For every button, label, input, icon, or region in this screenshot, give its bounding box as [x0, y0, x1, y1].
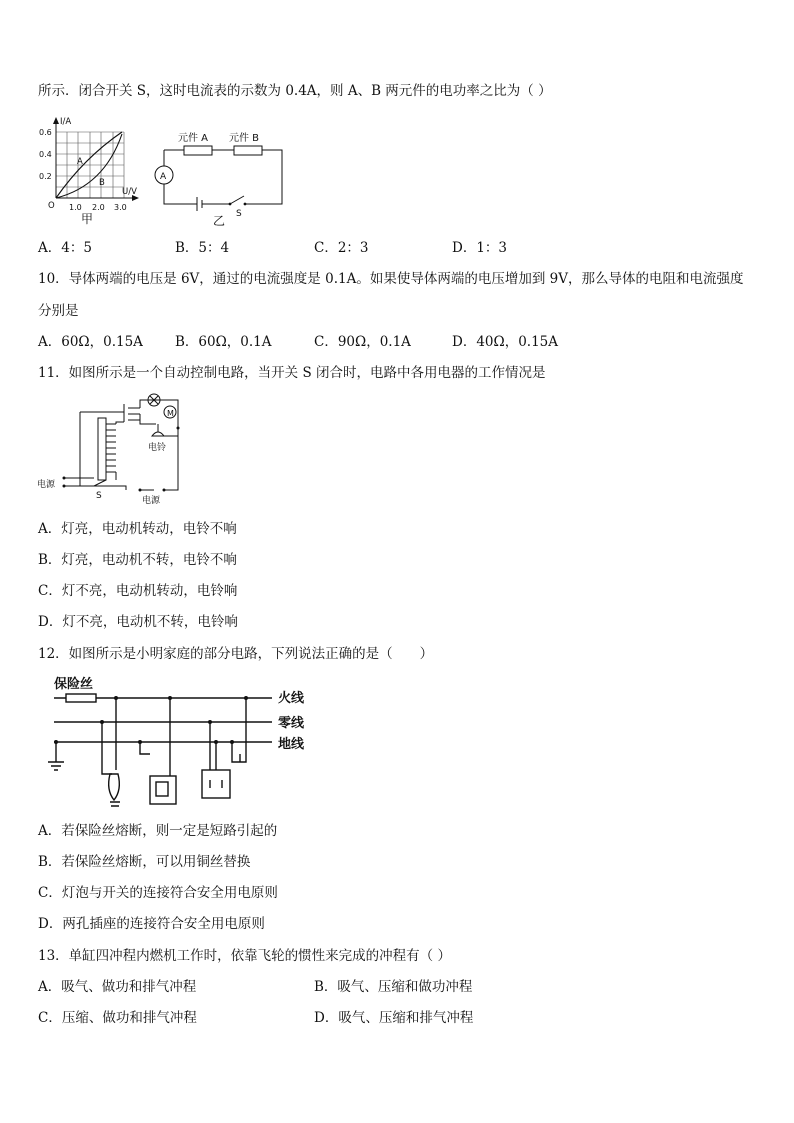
y-axis-arrow: [53, 117, 59, 124]
ammeter-label: A: [160, 172, 167, 182]
bell-label: 电铃: [148, 443, 167, 453]
q11-option-c[interactable]: C．灯不亮，电动机转动，电铃响: [38, 583, 238, 599]
x-axis-label: U/V: [122, 187, 137, 197]
household-wiring-figure: [44, 670, 320, 820]
q11-stem: 11．如图所示是一个自动控制电路，当开关 S 闭合时，电路中各用电器的工作情况是: [38, 365, 546, 381]
relay-frame: [80, 412, 124, 486]
x-tick-3-0: 3.0: [114, 203, 127, 212]
series-circuit-figure: [150, 124, 290, 232]
component-b-resistor: [234, 146, 262, 155]
component-a-label: 元件 A: [178, 133, 209, 144]
q11-option-b[interactable]: B．灯亮，电动机不转，电铃不响: [38, 552, 237, 568]
q12-option-c[interactable]: C．灯泡与开关的连接符合安全用电原则: [38, 885, 278, 901]
fuse-element: [66, 694, 96, 702]
graph-grid: [56, 132, 124, 198]
q10-option-b[interactable]: B．60Ω，0.1A: [175, 334, 272, 350]
q13-option-c[interactable]: C．压缩、做功和排气冲程: [38, 1010, 197, 1026]
y-tick-0-6: 0.6: [39, 128, 52, 137]
fuse-label: 保险丝: [54, 677, 94, 692]
q11-option-a[interactable]: A．灯亮，电动机转动，电铃不响: [38, 521, 237, 537]
x-tick-2-0: 2.0: [92, 203, 105, 212]
q12-option-d[interactable]: D．两孔插座的连接符合安全用电原则: [38, 916, 265, 932]
switch-s-blade: [94, 480, 106, 486]
relay-control-circuit-figure: [36, 392, 192, 504]
neutral-wire-label: 零线: [278, 716, 305, 731]
y-tick-0-2: 0.2: [39, 172, 52, 181]
q13-option-a[interactable]: A．吸气、做功和排气冲程: [38, 979, 197, 995]
curve-b: [56, 134, 122, 198]
switch-blade: [230, 196, 244, 204]
two-hole-socket-box: [202, 770, 230, 798]
iu-graph-figure: [36, 114, 148, 226]
q9-stem: 所示．闭合开关 S，这时电流表的示数为 0.4A，则 A、B 两元件的电功率之比为（ ）: [38, 83, 552, 99]
component-a-resistor: [184, 146, 212, 155]
earth-symbol: [48, 762, 64, 770]
q9-option-b[interactable]: B．5：4: [175, 240, 230, 256]
ground-wire-label: 地线: [278, 737, 305, 752]
q10-option-c[interactable]: C．90Ω，0.1A: [314, 334, 411, 350]
q9-option-a[interactable]: A．4：5: [38, 240, 92, 256]
bell-symbol: [152, 432, 164, 436]
y-tick-0-4: 0.4: [39, 150, 52, 159]
upper-contacts: [128, 408, 140, 420]
q10-stem-line2: 分别是: [38, 303, 79, 319]
live-wire-label: 火线: [278, 691, 305, 706]
electromagnet-core: [98, 418, 106, 480]
q12-option-a[interactable]: A．若保险丝熔断，则一定是短路引起的: [38, 823, 278, 839]
curve-a-label: A: [77, 157, 83, 167]
power-left-label: 电源: [37, 480, 56, 490]
curve-b-label: B: [99, 178, 105, 188]
q12-option-b[interactable]: B．若保险丝熔断，可以用铜丝替换: [38, 854, 251, 870]
q10-option-d[interactable]: D．40Ω，0.15A: [452, 334, 559, 350]
power-right-label: 电源: [142, 496, 161, 504]
q10-stem-line1: 10．导体两端的电压是 6V，通过的电流强度是 0.1A。如果使导体两端的电压增加到 9V，那么导体的电阻和电流强度: [38, 271, 744, 287]
origin-label: O: [48, 201, 55, 211]
motor-label: M: [167, 409, 174, 418]
q12-stem: 12．如图所示是小明家庭的部分电路，下列说法正确的是（ ）: [38, 646, 434, 662]
wall-switch-box: [150, 776, 176, 804]
y-axis-label: I/A: [60, 117, 72, 127]
q11-option-d[interactable]: D．灯不亮，电动机不转，电铃响: [38, 614, 238, 630]
q9-option-d[interactable]: D．1：3: [452, 240, 508, 256]
figure-caption-jia: 甲: [81, 212, 94, 226]
component-b-label: 元件 B: [229, 133, 260, 144]
q10-option-a[interactable]: A．60Ω，0.15A: [38, 334, 143, 350]
q13-option-b[interactable]: B．吸气、压缩和做功冲程: [314, 979, 473, 995]
bulb-symbol: [109, 774, 120, 800]
figure-caption-yi: 乙: [213, 214, 226, 228]
switch-s-label: S: [96, 491, 102, 501]
q13-option-d[interactable]: D．吸气、压缩和排气冲程: [314, 1010, 474, 1026]
x-tick-1-0: 1.0: [69, 203, 82, 212]
coil-winding: [106, 424, 116, 472]
q13-stem: 13．单缸四冲程内燃机工作时，依靠飞轮的惯性来完成的冲程有（ ）: [38, 948, 451, 964]
q9-option-c[interactable]: C．2：3: [314, 240, 369, 256]
switch-label: S: [236, 209, 242, 219]
